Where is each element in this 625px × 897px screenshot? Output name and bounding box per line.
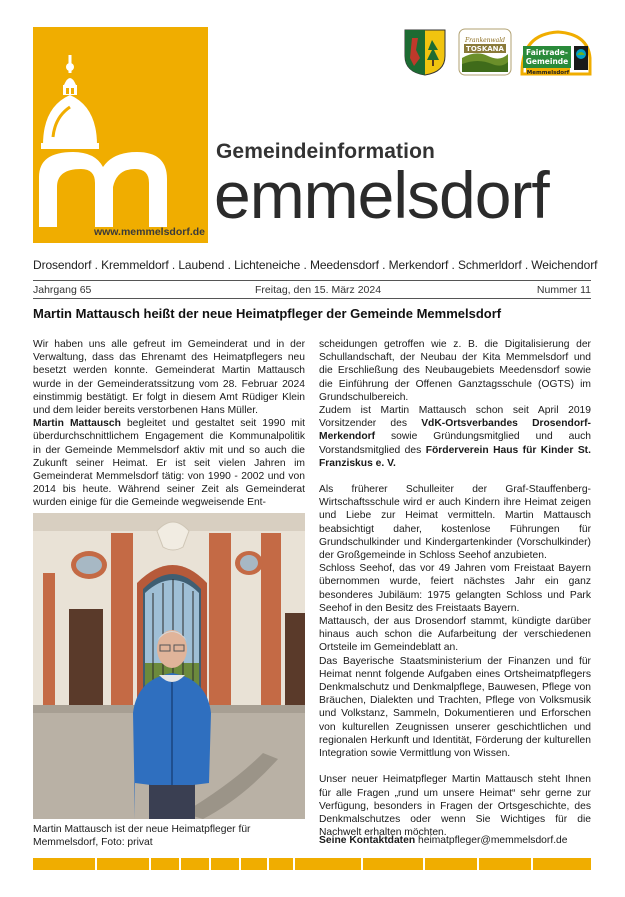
footer-bar-segment <box>269 858 293 870</box>
paragraph: Unser neuer Heimatpfleger Martin Mattausch steht Ihnen für alle Fragen „rund um unsere Heimat“ sehr gerne zur Verfügung, besonders in Fragen der Ortsgeschichte, des Denkmalschutzes oder wenn Sie Wichtiges für die Nachwelt erhalten möchten. <box>319 774 591 839</box>
article-headline: Martin Mattausch heißt der neue Heimatpfleger der Gemeinde Memmelsdorf <box>33 306 502 321</box>
paragraph: Zudem ist Martin Mattausch schon seit April 2019 Vorsitzender des VdK-Ortsverbandes Drosendorf-Merkendorf sowie Gründungsmitglied und auch Vorstandsmitglied des Förderverein Haus für Kinder St. Franziskus e. V. <box>319 405 591 469</box>
paragraph: Wir haben uns alle gefreut im Gemeinderat und in der Verwaltung, dass das Ehrenamt des Heimatpflegers neu besetzt werden konnte. Gemeinderat Martin Mattausch wurde in der Gemeinderatssitzung vom 28. Februar 2024 einstimmig bestätigt. Er folgt in diesem Amt Rüdiger Klein und dem leider bereits verstorbenen Hans Müller. <box>33 339 305 417</box>
svg-text:TOSKANA: TOSKANA <box>466 45 504 53</box>
footer-bar-segment <box>211 858 239 870</box>
issue-bottom-rule <box>33 298 591 299</box>
paragraph: Als früherer Schulleiter der Graf-Stauffenberg-Wirtschaftsschule wird er auch Kindern ihre Heimat zeigen und Liebe zur Heimat vermitteln. Martin Mattausch beabsichtigt daher, kostenlose Führungen für Grundschulkinder und Kindergartenkinder (Vorschulkinder) der Großgemeinde in Schloss Seehof anzubieten. <box>319 484 591 562</box>
photo-caption: Martin Mattausch ist der neue Heimatpfleger für Memmelsdorf, Foto: privat <box>33 824 251 849</box>
paragraph: Martin Mattausch begleitet und gestaltet seit 1990 mit überdurchschnittlichem Engagement die Kommunalpolitik in der Gemeinde Memmelsdorf aktiv mit und so auch die Zukunft seiner Heimat. Er ist seit vielen Jahren im Gemeinderat Memmelsdorf tätig: von 1990 - 2002 und von 2014 bis heute. Während seiner Zeit als Gemeinderat wurden einige für die Gemeinde wegweisende Ent- <box>33 418 305 509</box>
footer-bar-segment <box>479 858 531 870</box>
footer-bar-segment <box>295 858 361 870</box>
article-right-column <box>319 338 591 839</box>
footer-bar-segment <box>181 858 209 870</box>
svg-text:Gemeinde: Gemeinde <box>525 57 569 66</box>
fairtrade-logo-icon <box>518 28 592 80</box>
footer-bar-segment <box>425 858 477 870</box>
footer-bar-segment <box>363 858 423 870</box>
footer-color-bar <box>33 858 591 870</box>
footer-bar-segment <box>33 858 95 870</box>
paragraph: Das Bayerische Staatsministerium der Finanzen und für Heimat nennt folgende Aufgaben eines Ortsheimatpflegers Denkmalschutz und Denkmalpflege, Bauwesen, Pflege von Bräuchen, Dialekten und Trachten, Pflege von Volksmusik und Volkstanz, Sammeln, Dokumentieren und Erforschen von kulturellen Zeugnissen unserer geschichtlichen und regionalen Herkunft und Identität, Förderung der kulturellen Integration sowie Vermittlung von Wissen. <box>319 655 591 760</box>
article-left-column <box>33 338 305 510</box>
issue-number: Nummer 11 <box>536 284 591 296</box>
photo-graphic <box>33 513 305 819</box>
municipality-logo <box>33 27 208 243</box>
contact-label: Seine Kontaktdaten <box>319 835 416 846</box>
contact-email[interactable]: heimatpfleger@memmelsdorf.de <box>415 835 568 846</box>
coat-of-arms-icon <box>402 28 448 76</box>
bold-org: Förderverein Haus für Kinder St. Franziskus e. V. <box>319 444 591 469</box>
paragraph: Schloss Seehof, das vor 49 Jahren vom Freistaat Bayern übernommen wurde, feiert nächstes Jahr ein ganz besonderes Jubiläum: 1975 gelangten Schloss und Park Seehof in den Besitz des Freistaats Bayern. <box>319 563 591 614</box>
villages-list: Drosendorf . Kremmeldorf . Laubend . Lichteneiche . Meedensdorf . Merkendorf . Schmerldorf . Weichendorf <box>33 258 598 272</box>
paragraph: scheidungen getroffen wie z. B. die Digitalisierung der Schullandschaft, der Neubau der Kita Memmelsdorf und die Erschließung des Neubaugebiets Meedensdorf sowie die Einführung der Offenen Ganztagsschule (OGTS) im Grundschulbereich. <box>319 339 591 403</box>
paragraph: Mattausch, der aus Drosendorf stammt, kündigte darüber hinaus auch schon die Aufarbeitung der verschiedenen Ortsteile im Gemeindeblatt an. <box>319 616 591 654</box>
church-m-logo-graphic <box>33 27 208 243</box>
publication-title: emmelsdorf <box>214 158 549 232</box>
svg-text:Memmelsdorf: Memmelsdorf <box>526 70 570 76</box>
article-photo <box>33 513 305 819</box>
publication-subtitle: Gemeindeinformation <box>216 140 435 163</box>
footer-bar-segment <box>151 858 179 870</box>
contact-line <box>319 835 591 846</box>
issue-volume: Jahrgang 65 <box>33 284 92 296</box>
footer-bar-segment <box>533 858 591 870</box>
logo-website-url: www.memmelsdorf.de <box>93 226 205 238</box>
bold-org: VdK-Ortsverbandes Drosendorf-Merkendorf <box>319 418 591 443</box>
bold-name: Martin Mattausch <box>33 418 121 430</box>
toskana-logo-icon <box>458 28 512 76</box>
footer-bar-segment <box>241 858 267 870</box>
footer-bar-segment <box>97 858 149 870</box>
issue-top-rule <box>33 280 591 281</box>
issue-date: Freitag, den 15. März 2024 <box>255 284 382 296</box>
svg-text:Frankenwald: Frankenwald <box>465 37 505 44</box>
svg-text:Fairtrade-: Fairtrade- <box>526 48 568 57</box>
